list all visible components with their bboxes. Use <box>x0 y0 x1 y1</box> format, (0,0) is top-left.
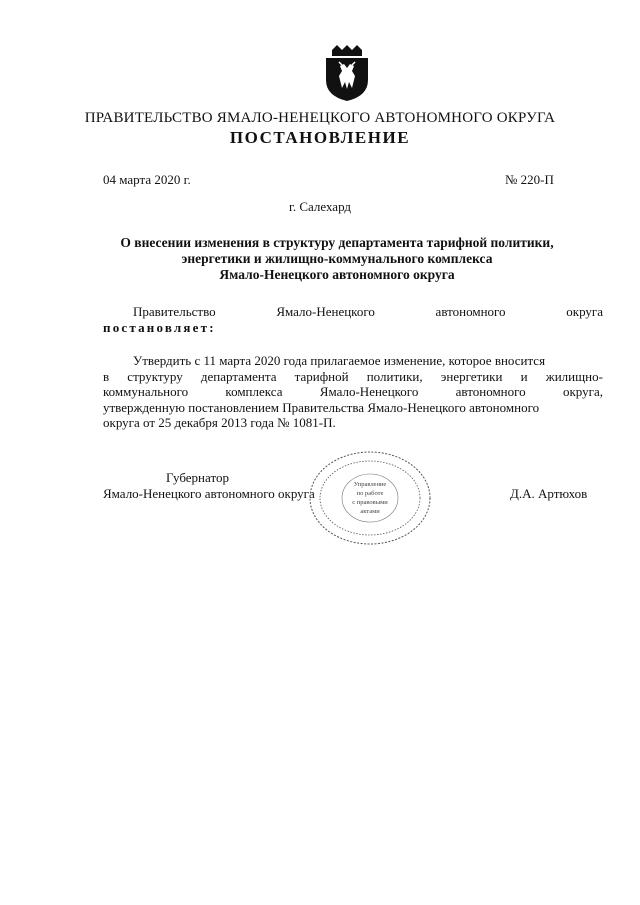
coat-of-arms-icon <box>322 44 372 102</box>
government-name: ПРАВИТЕЛЬСТВО ЯМАЛО-НЕНЕЦКОГО АВТОНОМНОГО ОКРУГА <box>84 110 556 126</box>
preamble-word: Ямало-Ненецкого <box>276 304 375 319</box>
preamble-word: Правительство <box>133 304 216 319</box>
stamp-text: по работе <box>356 490 384 497</box>
body-line: коммунального комплекса Ямало-Ненецкого автономного округа, <box>103 384 603 399</box>
preamble <box>103 304 603 336</box>
signatory-organization: Ямало-Ненецкого автономного округа <box>103 486 315 501</box>
title-line: О внесении изменения в структуру департамента тарифной политики, <box>120 235 554 250</box>
document-date: 04 марта 2020 г. <box>103 172 191 187</box>
title-line: Ямало-Ненецкого автономного округа <box>219 267 455 282</box>
preamble-word: автономного <box>435 304 506 319</box>
resolution-text <box>103 353 603 431</box>
document-city: г. Салехард <box>288 199 352 214</box>
official-stamp-icon <box>305 448 435 548</box>
body-line: округа от 25 декабря 2013 года № 1081-П. <box>103 415 336 430</box>
signatory-title: Губернатор <box>166 470 229 485</box>
title-line: энергетики и жилищно-коммунального комплекса <box>181 251 493 266</box>
stamp-text: актами <box>360 508 380 515</box>
body-line: в структуру департамента тарифной политики, энергетики и жилищно- <box>103 368 603 384</box>
stamp-text: Управление <box>353 481 387 488</box>
decree-verb: постановляет: <box>103 320 216 335</box>
document-type: ПОСТАНОВЛЕНИЕ <box>229 128 411 147</box>
body-line: утвержденную постановлением Правительства Ямало-Ненецкого автономного <box>103 399 540 415</box>
stamp-text: с правовыми <box>352 499 388 506</box>
document-title <box>120 235 554 283</box>
signatory-name: Д.А. Артюхов <box>510 486 588 501</box>
preamble-word: округа <box>566 304 603 319</box>
document-number: № 220-П <box>505 172 554 187</box>
body-line: Утвердить с 11 марта 2020 года прилагаемое изменение, которое вносится <box>133 353 546 368</box>
